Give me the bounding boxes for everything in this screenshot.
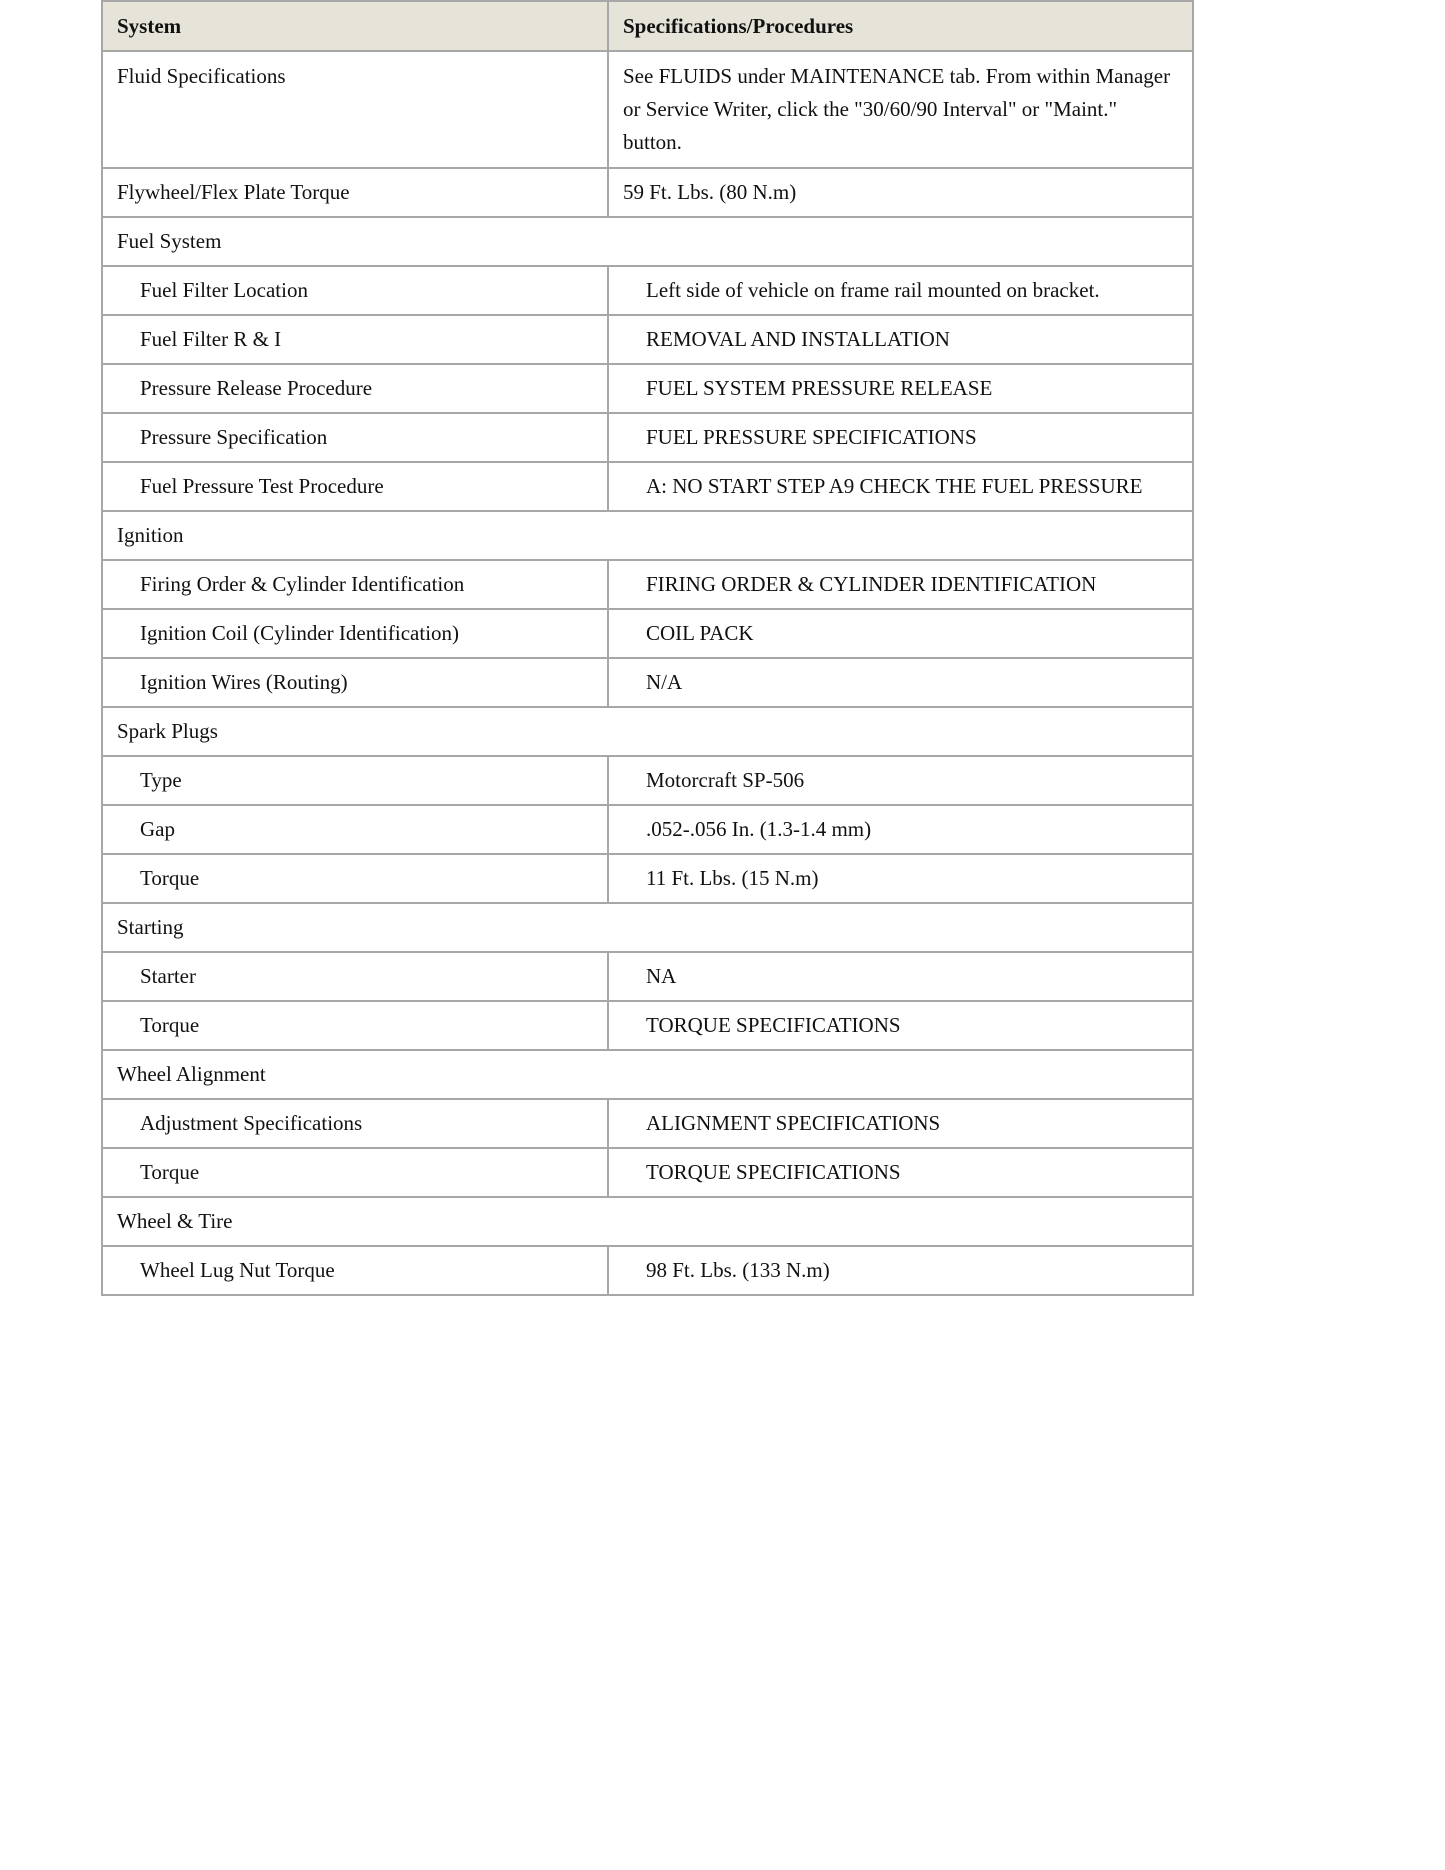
- section-heading: Wheel & Tire: [102, 1197, 1193, 1246]
- table-row: [102, 413, 1193, 462]
- system-cell: Wheel Lug Nut Torque: [102, 1246, 608, 1295]
- table-row: [102, 854, 1193, 903]
- section-row: [102, 903, 1193, 952]
- header-row: [102, 1, 1193, 51]
- spec-cell: .052-.056 In. (1.3-1.4 mm): [608, 805, 1193, 854]
- section-row: [102, 707, 1193, 756]
- system-cell: Firing Order & Cylinder Identification: [102, 560, 608, 609]
- spec-link[interactable]: ALIGNMENT SPECIFICATIONS: [608, 1099, 1193, 1148]
- table-row: [102, 658, 1193, 707]
- spec-link[interactable]: REMOVAL AND INSTALLATION: [608, 315, 1193, 364]
- spec-cell: 11 Ft. Lbs. (15 N.m): [608, 854, 1193, 903]
- spec-cell: Left side of vehicle on frame rail mounted on bracket.: [608, 266, 1193, 315]
- table-row: [102, 805, 1193, 854]
- table-row: [102, 609, 1193, 658]
- header-specifications: Specifications/Procedures: [608, 1, 1193, 51]
- table-row: [102, 266, 1193, 315]
- spec-link[interactable]: A: NO START STEP A9 CHECK THE FUEL PRESSURE: [608, 462, 1193, 511]
- spec-cell: 59 Ft. Lbs. (80 N.m): [608, 168, 1193, 217]
- system-cell: Torque: [102, 1001, 608, 1050]
- section-row: [102, 1197, 1193, 1246]
- table-row: [102, 364, 1193, 413]
- table-row: [102, 560, 1193, 609]
- system-cell: Type: [102, 756, 608, 805]
- section-heading: Wheel Alignment: [102, 1050, 1193, 1099]
- table-row: [102, 952, 1193, 1001]
- section-heading: Starting: [102, 903, 1193, 952]
- system-cell: Starter: [102, 952, 608, 1001]
- system-cell: Pressure Specification: [102, 413, 608, 462]
- system-cell: Ignition Wires (Routing): [102, 658, 608, 707]
- system-cell: Fuel Filter R & I: [102, 315, 608, 364]
- table-row: [102, 1099, 1193, 1148]
- system-cell: Flywheel/Flex Plate Torque: [102, 168, 608, 217]
- spec-link[interactable]: COIL PACK: [608, 609, 1193, 658]
- system-cell: Ignition Coil (Cylinder Identification): [102, 609, 608, 658]
- spec-link[interactable]: TORQUE SPECIFICATIONS: [608, 1148, 1193, 1197]
- system-cell: Fuel Filter Location: [102, 266, 608, 315]
- system-cell: Adjustment Specifications: [102, 1099, 608, 1148]
- header-system: System: [102, 1, 608, 51]
- spec-cell: NA: [608, 952, 1193, 1001]
- spec-link[interactable]: TORQUE SPECIFICATIONS: [608, 1001, 1193, 1050]
- spec-cell: See FLUIDS under MAINTENANCE tab. From within Manager or Service Writer, click the "30/60/90 Interval" or "Maint." button.: [608, 51, 1193, 168]
- spec-link[interactable]: FUEL PRESSURE SPECIFICATIONS: [608, 413, 1193, 462]
- table-row: [102, 462, 1193, 511]
- section-row: [102, 217, 1193, 266]
- system-cell: Torque: [102, 854, 608, 903]
- specifications-table: [101, 0, 1194, 1296]
- spec-link[interactable]: FUEL SYSTEM PRESSURE RELEASE: [608, 364, 1193, 413]
- table-row: [102, 51, 1193, 168]
- table-body: [102, 51, 1193, 1295]
- spec-cell: 98 Ft. Lbs. (133 N.m): [608, 1246, 1193, 1295]
- spec-link[interactable]: FIRING ORDER & CYLINDER IDENTIFICATION: [608, 560, 1193, 609]
- table-header: [102, 1, 1193, 51]
- system-cell: Pressure Release Procedure: [102, 364, 608, 413]
- section-heading: Ignition: [102, 511, 1193, 560]
- section-row: [102, 511, 1193, 560]
- table-row: [102, 756, 1193, 805]
- table-row: [102, 1001, 1193, 1050]
- section-heading: Spark Plugs: [102, 707, 1193, 756]
- table-row: [102, 1246, 1193, 1295]
- table-row: [102, 315, 1193, 364]
- spec-cell: N/A: [608, 658, 1193, 707]
- system-cell: Torque: [102, 1148, 608, 1197]
- system-cell: Fuel Pressure Test Procedure: [102, 462, 608, 511]
- system-cell: Gap: [102, 805, 608, 854]
- system-cell: Fluid Specifications: [102, 51, 608, 168]
- table-row: [102, 1148, 1193, 1197]
- spec-cell: Motorcraft SP-506: [608, 756, 1193, 805]
- section-heading: Fuel System: [102, 217, 1193, 266]
- section-row: [102, 1050, 1193, 1099]
- table-row: [102, 168, 1193, 217]
